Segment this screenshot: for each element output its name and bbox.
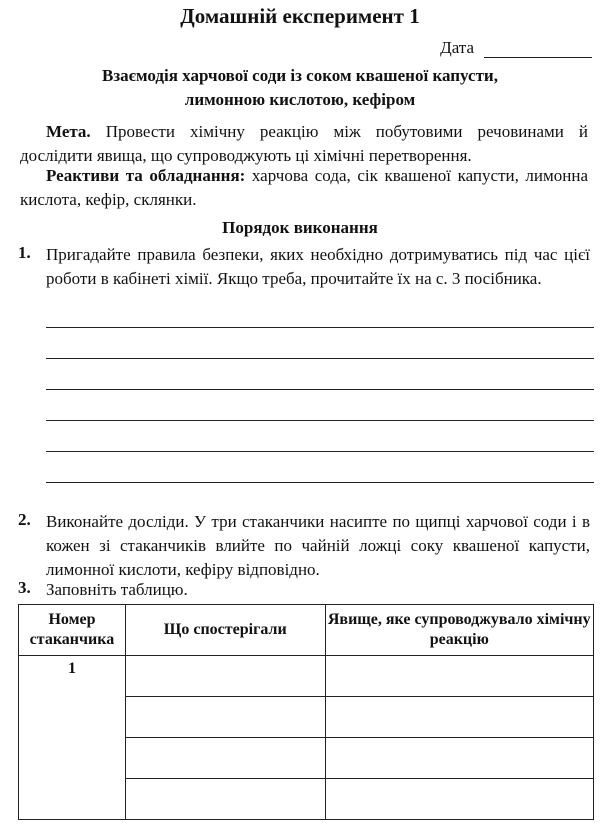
step-1-number: 1. [18, 243, 31, 262]
step-3-number: 3. [18, 578, 31, 597]
date-input-line[interactable] [484, 39, 592, 58]
table-cell[interactable] [325, 738, 593, 779]
subtitle-line-2: лимонною кислотою, кефіром [184, 90, 416, 109]
table-cell[interactable] [125, 697, 325, 738]
page-title: Домашній експеримент 1 [180, 4, 420, 28]
goal-label: Мета. [46, 122, 91, 141]
date-label: Дата [440, 38, 474, 57]
reagents-text: харчова сода, сік квашеної капусти, лимонна кислота, кефір, склянки. [20, 166, 589, 209]
answer-line[interactable] [46, 420, 594, 421]
reagents-paragraph [20, 164, 588, 212]
step-3-text: Заповніть таблицю. [46, 580, 188, 599]
procedure-title: Порядок виконання [222, 218, 378, 237]
column-header-observations: Що спостерігали [125, 605, 325, 656]
table-cell[interactable] [125, 779, 325, 820]
column-header-cup-number: Номер стаканчика [19, 605, 126, 656]
date-field [440, 38, 592, 58]
answer-line[interactable] [46, 327, 594, 328]
answer-line[interactable] [46, 389, 594, 390]
reagents-label: Реактиви та обладнання: [46, 166, 246, 185]
table-row [19, 656, 594, 697]
step-1-text: Пригадайте правила безпеки, яких необхідно дотримуватись під час цієї роботи в кабінеті хімії. Якщо треба, прочитайте їх на с. 3 посібника. [46, 245, 590, 288]
table-cell[interactable] [325, 656, 593, 697]
answer-line[interactable] [46, 358, 594, 359]
table-header-row [19, 605, 594, 656]
table-cell[interactable] [325, 779, 593, 820]
table-cell[interactable] [125, 656, 325, 697]
observation-table [18, 604, 594, 820]
answer-line[interactable] [46, 482, 594, 483]
cup-number-cell: 1 [19, 656, 126, 820]
subtitle-line-1: Взаємодія харчової соди із соком квашеної капусти, [102, 66, 498, 85]
experiment-subtitle [30, 64, 570, 112]
answer-line[interactable] [46, 451, 594, 452]
table-cell[interactable] [325, 697, 593, 738]
goal-text: Провести хімічну реакцію між побутовими речовинами й дослідити явища, що супроводжують ці хімічні перетворення. [20, 122, 588, 165]
goal-paragraph [20, 120, 588, 168]
table-cell[interactable] [125, 738, 325, 779]
column-header-phenomenon: Явище, яке супроводжувало хімічну реакцію [325, 605, 593, 656]
step-2-number: 2. [18, 510, 31, 529]
step-2-text: Виконайте досліди. У три стаканчики насипте по щипці харчової соди і в кожен зі стаканчиків влийте по чайній ложці соку квашеної капусти, лимонної кислоти, кефіру відповідно. [46, 512, 590, 579]
